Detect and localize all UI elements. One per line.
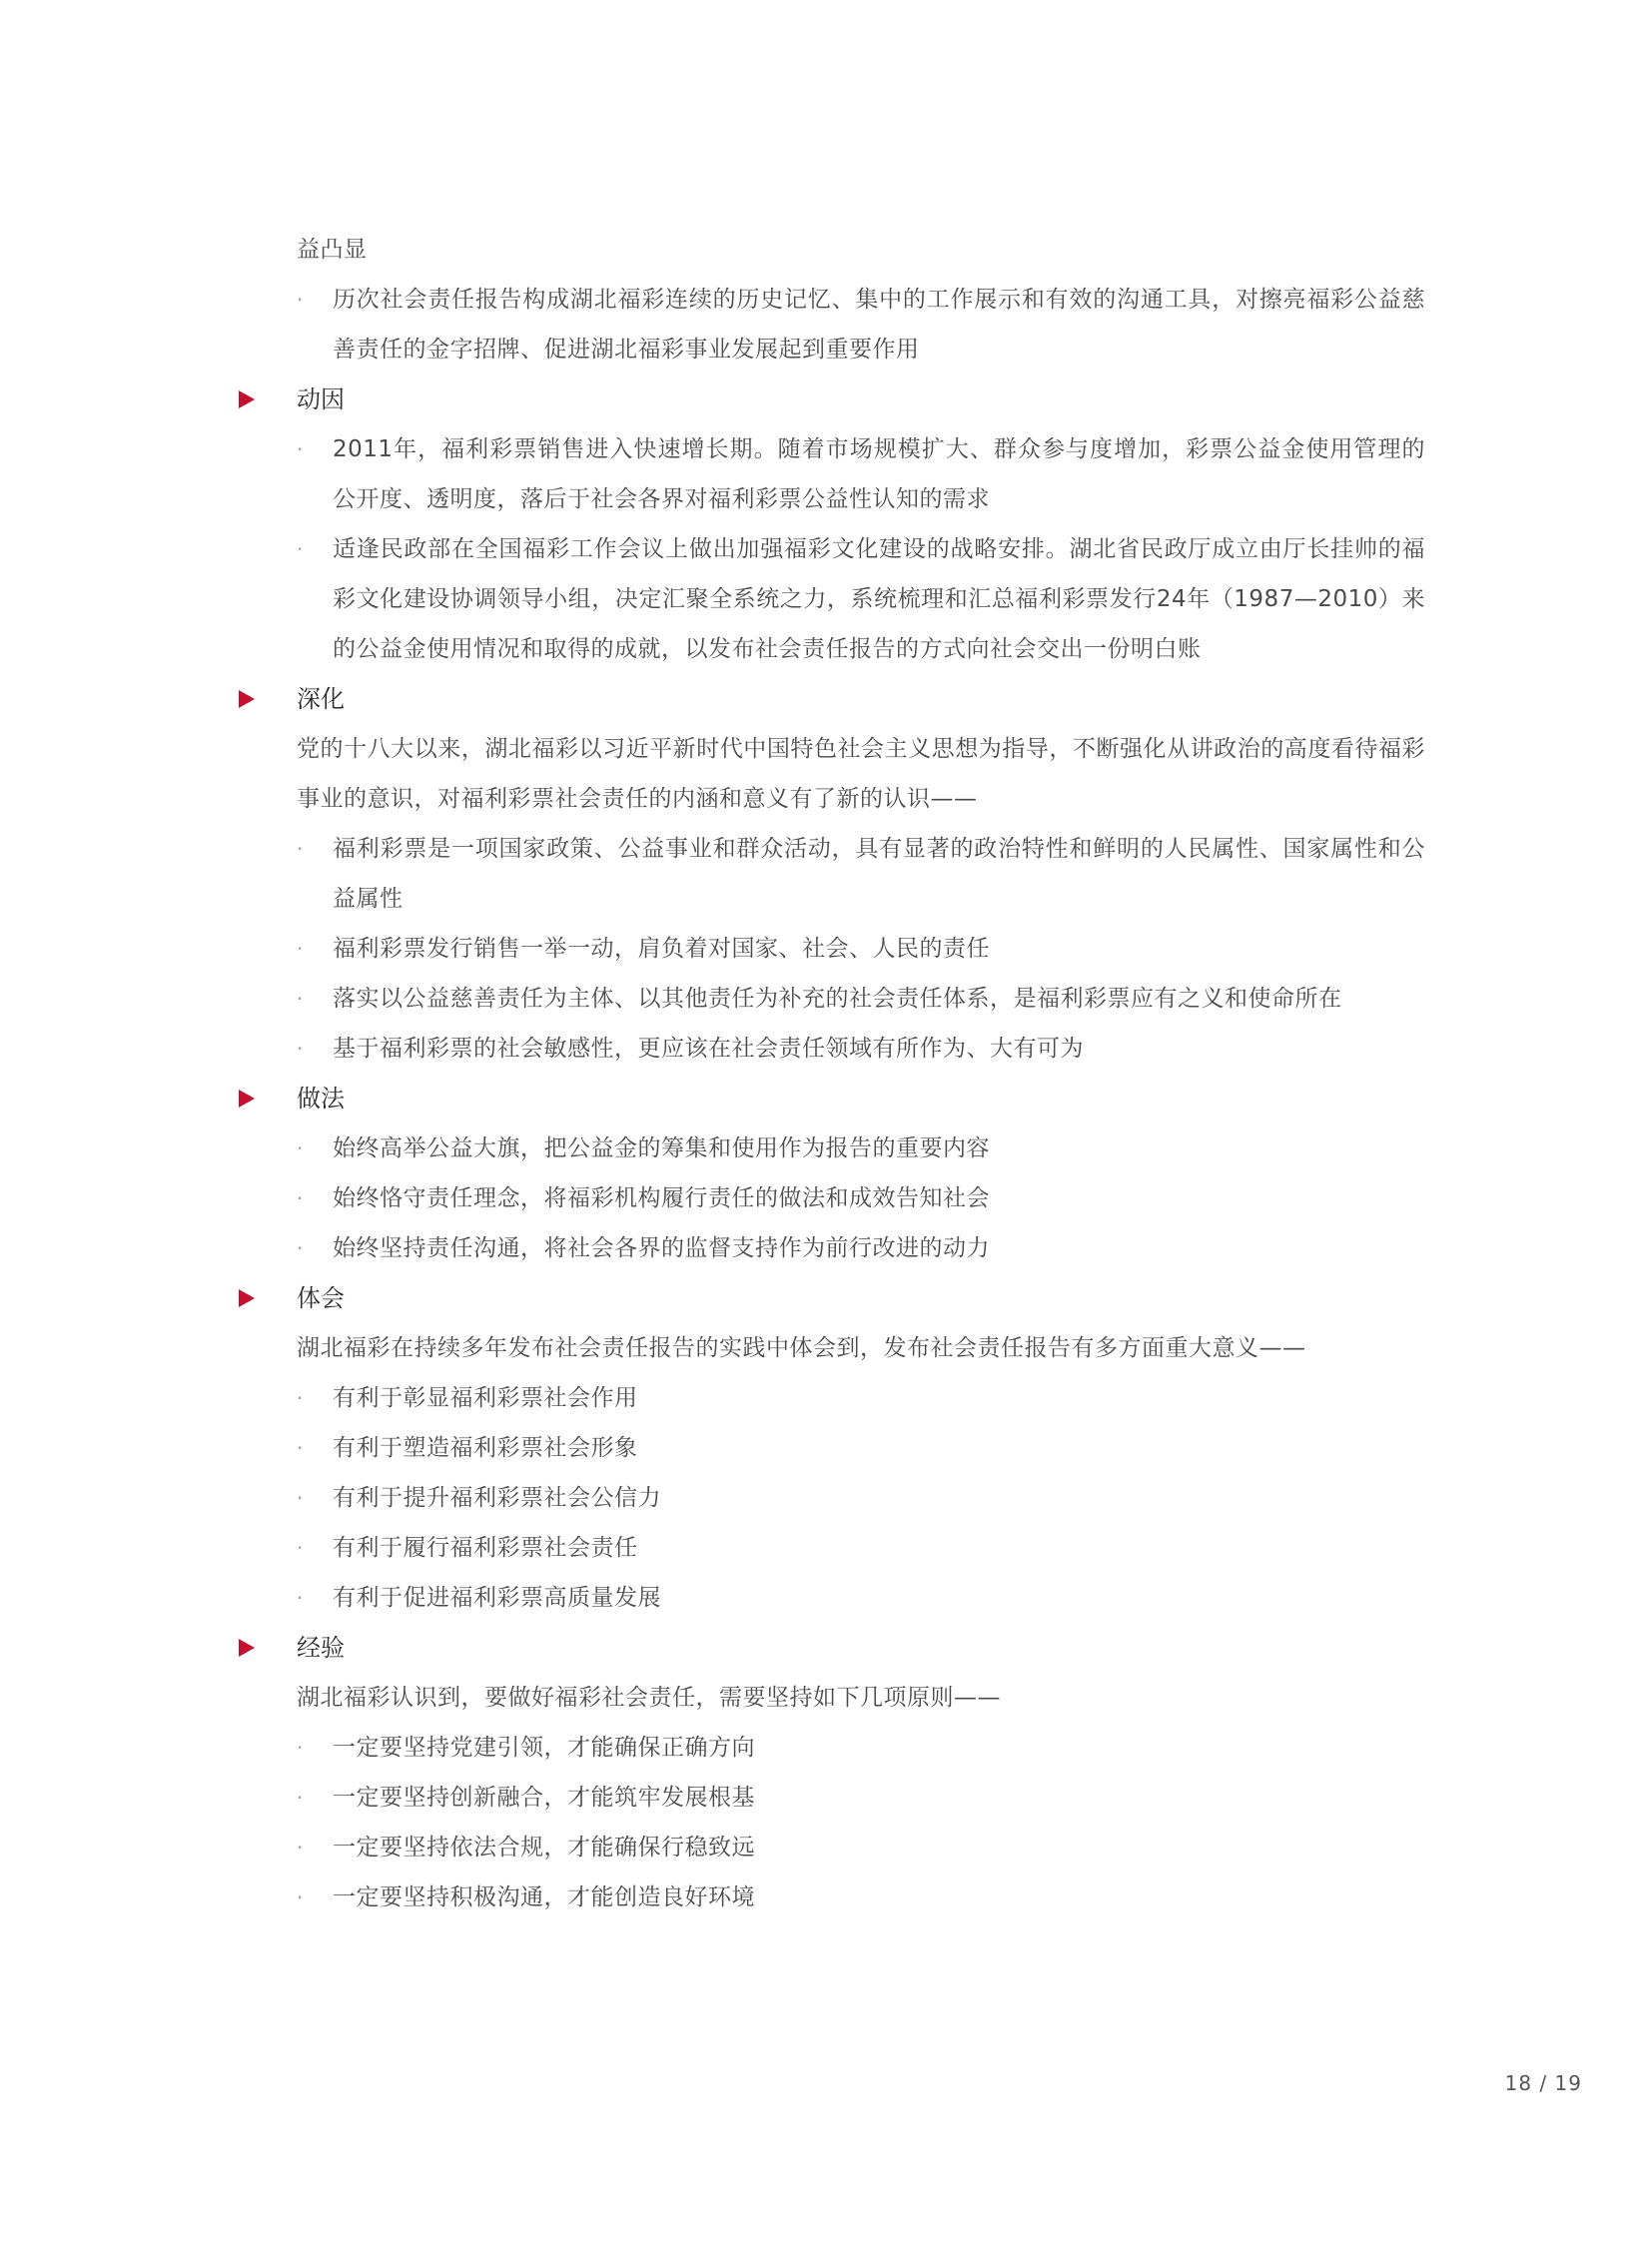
list-item [297, 1223, 1425, 1273]
list-item-text: 有利于促进福利彩票高质量发展 [333, 1585, 661, 1611]
bullet-dot: · [297, 1536, 304, 1560]
list-item [297, 824, 1425, 924]
list-item [297, 1523, 1425, 1573]
list-item [297, 924, 1425, 974]
section-heading-text: 深化 [297, 685, 345, 713]
list-item [297, 974, 1425, 1024]
section-heading-text: 经验 [297, 1634, 345, 1662]
list-item-text: 2011年，福利彩票销售进入快速增长期。随着市场规模扩大、群众参与度增加，彩票公益金使用管理的公开度、透明度，落后于社会各界对福利彩票公益性认知的需求 [333, 436, 1425, 512]
list-item [297, 1723, 1425, 1773]
bullet-dot: · [297, 1186, 304, 1210]
list-item-text: 福利彩票是一项国家政策、公益事业和群众活动，具有显著的政治特性和鲜明的人民属性、国家属性和公益属性 [333, 836, 1425, 912]
bullet-dot: · [297, 1486, 304, 1510]
list-item-text: 始终高举公益大旗，把公益金的筹集和使用作为报告的重要内容 [333, 1135, 990, 1161]
bullet-dot: · [297, 987, 304, 1011]
list-item-text: 有利于履行福利彩票社会责任 [333, 1535, 638, 1561]
intro-bullet-item [297, 275, 1425, 374]
section-heading-experience [297, 1623, 1425, 1673]
list-item [297, 1872, 1425, 1922]
list-item [297, 1823, 1425, 1872]
section-heading-text: 体会 [297, 1284, 345, 1312]
list-item [297, 1423, 1425, 1473]
list-item [297, 424, 1425, 524]
bullet-dot: · [297, 1386, 304, 1410]
section-heading-insights [297, 1273, 1425, 1323]
bullet-dot: · [297, 437, 304, 461]
bullet-dot: · [297, 1436, 304, 1460]
list-item-text: 一定要坚持党建引领，才能确保正确方向 [333, 1735, 755, 1761]
bullet-dot: · [297, 1586, 304, 1610]
triangle-marker-icon [239, 390, 255, 408]
bullet-dot: · [297, 1885, 304, 1909]
list-item [297, 524, 1425, 674]
intro-bullet-text: 历次社会责任报告构成湖北福彩连续的历史记忆、集中的工作展示和有效的沟通工具，对擦亮福彩公益慈善责任的金字招牌、促进湖北福彩事业发展起到重要作用 [333, 287, 1425, 363]
section-intro-paragraph: 湖北福彩在持续多年发布社会责任报告的实践中体会到，发布社会责任报告有多方面重大意义—— [297, 1335, 1306, 1361]
bullet-dot: · [297, 1136, 304, 1160]
list-item-text: 适逢民政部在全国福彩工作会议上做出加强福彩文化建设的战略安排。湖北省民政厅成立由厅长挂帅的福彩文化建设协调领导小组，决定汇聚全系统之力，系统梳理和汇总福利彩票发行24年（1987—2010）来的公益金使用情况和取得的成就，以发布社会责任报告的方式向社会交出一份明白账 [333, 536, 1425, 662]
list-item-text: 有利于提升福利彩票社会公信力 [333, 1485, 661, 1511]
section-intro-paragraph: 湖北福彩认识到，要做好福彩社会责任，需要坚持如下几项原则—— [297, 1685, 1001, 1711]
list-item-text: 始终坚持责任沟通，将社会各界的监督支持作为前行改进的动力 [333, 1235, 990, 1261]
list-item [297, 1773, 1425, 1823]
list-item [297, 1024, 1425, 1074]
list-item-text: 有利于塑造福利彩票社会形象 [333, 1435, 638, 1461]
list-item [297, 1473, 1425, 1523]
triangle-marker-icon [239, 1639, 255, 1657]
list-item-text: 基于福利彩票的社会敏感性，更应该在社会责任领域有所作为、大有可为 [333, 1036, 1084, 1062]
section-heading-practice [297, 1074, 1425, 1123]
bullet-dot: · [297, 1786, 304, 1810]
triangle-marker-icon [239, 1090, 255, 1108]
bullet-dot: · [297, 937, 304, 961]
bullet-dot: · [297, 288, 304, 312]
section-heading-motivation [297, 374, 1425, 424]
list-item-text: 落实以公益慈善责任为主体、以其他责任为补充的社会责任体系，是福利彩票应有之义和使命所在 [333, 986, 1342, 1012]
list-item [297, 1573, 1425, 1623]
triangle-marker-icon [239, 1289, 255, 1307]
list-item-text: 一定要坚持积极沟通，才能创造良好环境 [333, 1884, 755, 1910]
list-item-text: 始终恪守责任理念，将福彩机构履行责任的做法和成效告知社会 [333, 1185, 990, 1211]
section-heading-text: 做法 [297, 1085, 345, 1113]
list-item-text: 有利于彰显福利彩票社会作用 [333, 1385, 638, 1411]
list-item [297, 1173, 1425, 1223]
triangle-marker-icon [239, 690, 255, 708]
list-item-text: 一定要坚持创新融合，才能筑牢发展根基 [333, 1785, 755, 1811]
list-item-text: 一定要坚持依法合规，才能确保行稳致远 [333, 1835, 755, 1861]
list-item [297, 1373, 1425, 1423]
section-heading-text: 动因 [297, 385, 345, 413]
bullet-dot: · [297, 1836, 304, 1860]
bullet-dot: · [297, 1236, 304, 1260]
section-intro-paragraph: 党的十八大以来，湖北福彩以习近平新时代中国特色社会主义思想为指导，不断强化从讲政治的高度看待福彩事业的意识，对福利彩票社会责任的内涵和意义有了新的认识—— [297, 736, 1425, 812]
continuation-text: 益凸显 [297, 237, 368, 263]
bullet-dot: · [297, 1736, 304, 1760]
page-content [297, 225, 1425, 1922]
page-number: 18 / 19 [1504, 2071, 1582, 2095]
bullet-dot: · [297, 537, 304, 561]
list-item-text: 福利彩票发行销售一举一动，肩负着对国家、社会、人民的责任 [333, 936, 990, 962]
bullet-dot: · [297, 837, 304, 861]
list-item [297, 1123, 1425, 1173]
section-heading-deepening [297, 674, 1425, 724]
bullet-dot: · [297, 1037, 304, 1061]
